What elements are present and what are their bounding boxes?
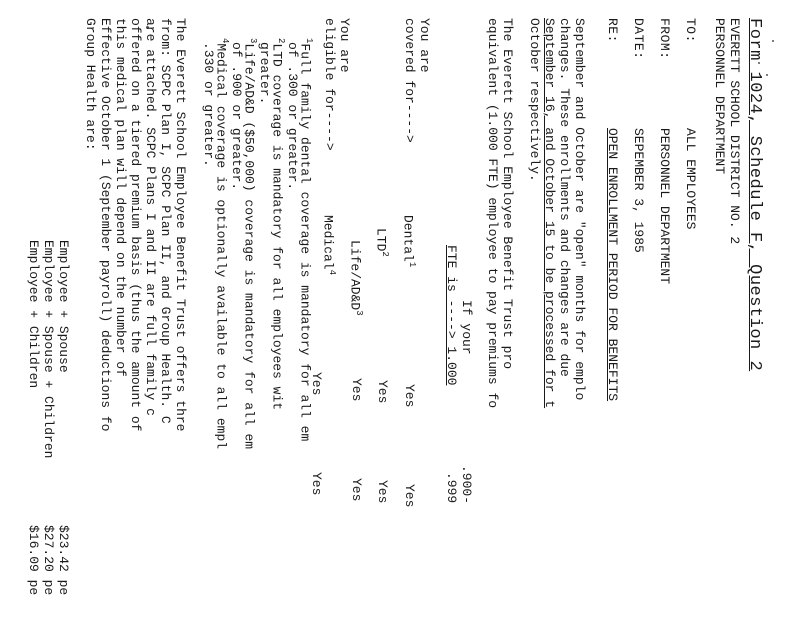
row-dental-col1: Yes: [402, 384, 417, 408]
para2-line2: equivalent (1.000 FTE) employee to pay premiums fo: [485, 18, 500, 409]
footnote-1-line1: $^1$Full family dental coverage is mandatory for all em: [297, 38, 314, 442]
row-ltd-col1: Yes: [375, 380, 390, 404]
premium-row-3-label: Employee + Children: [26, 240, 41, 389]
para3-line6: Effective October 1 (September payroll) deductions fo: [98, 18, 113, 432]
department-name: PERSONNEL DEPARTMENT: [712, 18, 727, 175]
premium-row-2-label: Employee + Spouse + Children: [41, 240, 56, 459]
fte-is-label: FTE is ----> 1.000: [444, 245, 459, 386]
from-value: PERSONNEL DEPARTMENT: [657, 128, 672, 285]
form-title: Form 1024, Schedule F, Question 2: [745, 18, 764, 372]
footnote-3-line1: $^3$Life/AD&D ($50,000) coverage is mandatory for all em: [241, 38, 258, 450]
to-value: ALL EMPLOYEES: [683, 128, 698, 230]
premium-row-2-amount: $27.20 pe: [41, 525, 56, 596]
footnote-1-line2: of .300 or greater.: [285, 42, 300, 191]
para2-line1: The Everett School Employee Benefit Trust pro: [500, 18, 515, 370]
para3-line5: this medical plan will depend on the number of: [113, 18, 128, 377]
row-life-name: Life/$AD\&D^3$: [347, 240, 364, 316]
para1-line4: October respectively.: [527, 18, 542, 182]
district-name: EVERETT SCHOOL DISTRICT NO. 2: [727, 18, 742, 245]
fte-range-start: .900-: [459, 465, 474, 505]
covered-label-line1: You are: [417, 18, 432, 73]
row-life-col2: Yes: [349, 478, 364, 502]
re-value: OPEN ENROLLMENT PERIOD FOR BENEFITS: [605, 128, 620, 402]
eligible-label-line2: eligible for---->: [322, 18, 337, 151]
if-your-label: If your: [459, 300, 474, 355]
row-dental-name: Dental$^1$: [400, 215, 417, 268]
row-medical-col2: Yes: [309, 472, 324, 496]
footnote-2-line1: $^2$LTD coverage is mandatory for all employees wit: [269, 38, 286, 411]
row-life-col1: Yes: [349, 378, 364, 402]
para1-line2: changes. These enrollments and changes are due: [557, 18, 572, 377]
eligible-label-line1: You are: [337, 18, 352, 73]
para3-line7: Group Health are:: [83, 18, 98, 151]
row-ltd-col2: Yes: [375, 480, 390, 504]
footnote-4-line1: $^4$Medical coverage is optionally available to all empl: [213, 38, 230, 450]
re-label: RE:: [605, 18, 620, 43]
footnote-3-line2: of .900 or greater.: [229, 42, 244, 191]
row-medical-col1: Yes: [309, 372, 324, 396]
premium-row-3-amount: $16.09 pe: [26, 525, 41, 596]
from-label: FROM:: [657, 18, 672, 60]
to-label: TO:: [683, 18, 698, 43]
para3-line2: from: SCPC Plan I, SCPC Plan II, and Group Health. C: [158, 18, 173, 424]
footnote-2-line2: greater.: [257, 42, 272, 105]
para3-line1: The Everett School Employee Benefit Trust offers thre: [173, 18, 188, 432]
row-ltd-name: LTD$^2$: [373, 228, 390, 257]
para1-line1: September and October are "open" months for emplo: [572, 18, 587, 401]
date-value: SEPEMBER 3, 1985: [631, 128, 646, 253]
para3-line3: are attached. SCPC Plans I and II are full family c: [143, 18, 158, 416]
row-medical-name: Medical$^4$: [320, 215, 337, 276]
fte-range-end: .999: [444, 472, 459, 504]
date-label: DATE:: [631, 18, 646, 60]
footnote-4-line2: .330 or greater.: [201, 42, 216, 167]
para1-line3: September 16, and October 15 to be processed for t: [542, 18, 557, 409]
row-dental-col2: Yes: [402, 484, 417, 508]
para3-line4: offered on a tiered premium basis (thus the amount of: [128, 18, 143, 432]
covered-label-line2: covered for---->: [402, 18, 417, 143]
premium-row-1-label: Employee + Spouse: [56, 240, 71, 373]
premium-row-1-amount: $23.42 pe: [56, 525, 71, 596]
